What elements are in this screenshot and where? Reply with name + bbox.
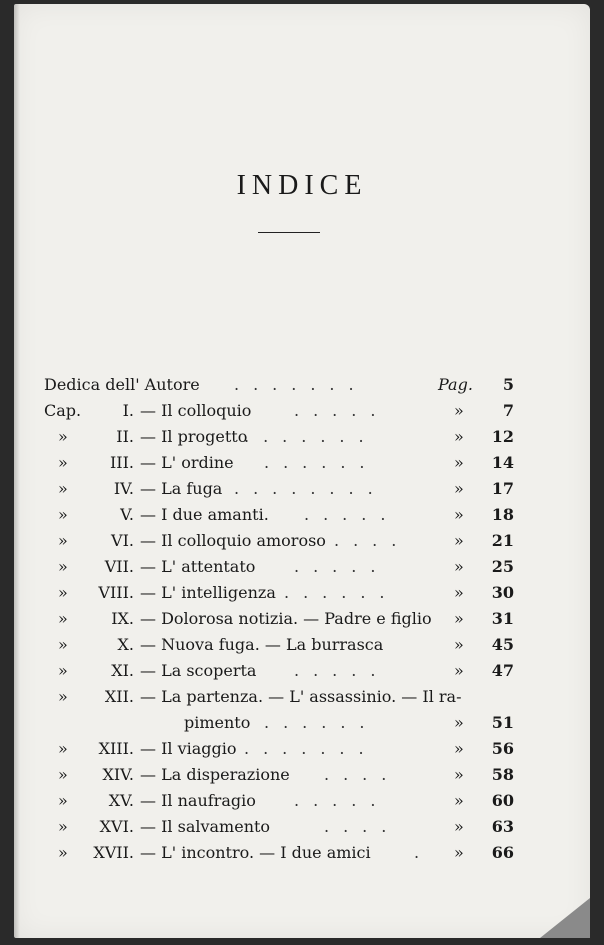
toc-page-number: 25 bbox=[491, 557, 514, 576]
toc-page-number: 5 bbox=[502, 375, 514, 394]
toc-row bbox=[44, 788, 524, 814]
page-title: INDICE bbox=[236, 170, 368, 201]
ditto-mark: » bbox=[454, 401, 464, 420]
leader-dots: ...... bbox=[264, 453, 379, 472]
ditto-mark: » bbox=[454, 479, 464, 498]
toc-prefix: » bbox=[58, 427, 68, 446]
chapter-number: XIII. bbox=[98, 739, 134, 758]
toc-page-number: 17 bbox=[491, 479, 514, 498]
toc-page-number: 12 bbox=[491, 427, 514, 446]
toc-prefix: » bbox=[58, 505, 68, 524]
toc-prefix: » bbox=[58, 583, 68, 602]
toc-prefix: » bbox=[58, 531, 68, 550]
leader-dots: . bbox=[414, 843, 434, 862]
leader-dots: ....... bbox=[234, 375, 368, 394]
book-page bbox=[14, 4, 590, 938]
leader-dots: .... bbox=[324, 817, 401, 836]
toc-title: — La fuga bbox=[140, 479, 223, 498]
page-binding-shadow bbox=[14, 4, 20, 938]
ditto-mark: » bbox=[454, 791, 464, 810]
toc-page-number: 51 bbox=[491, 713, 514, 732]
leader-dots: ..... bbox=[294, 401, 390, 420]
toc-row bbox=[44, 658, 524, 684]
toc-prefix: Cap. bbox=[44, 401, 82, 420]
toc-title: — La scoperta bbox=[140, 661, 257, 680]
toc-row bbox=[44, 736, 524, 762]
toc-page-number: 18 bbox=[491, 505, 514, 524]
toc-row bbox=[44, 814, 524, 840]
leader-dots: ..... bbox=[294, 791, 390, 810]
chapter-number: II. bbox=[116, 427, 134, 446]
ditto-mark: » bbox=[454, 531, 464, 550]
toc-prefix: » bbox=[58, 635, 68, 654]
toc-title: — La partenza. — L' assassinio. — Il ra- bbox=[140, 687, 462, 706]
toc-page-number: 47 bbox=[491, 661, 514, 680]
ditto-mark: » bbox=[454, 661, 464, 680]
toc-prefix: » bbox=[58, 739, 68, 758]
toc-page-number: 56 bbox=[491, 739, 514, 758]
toc-title: — Il colloquio amoroso bbox=[140, 531, 326, 550]
toc-row bbox=[44, 684, 524, 710]
toc-prefix: » bbox=[58, 843, 68, 862]
toc-title: — Il salvamento bbox=[140, 817, 271, 836]
chapter-number: XII. bbox=[104, 687, 134, 706]
toc-title: — Dolorosa notizia. — Padre e figlio bbox=[140, 609, 432, 628]
leader-dots: ...... bbox=[284, 583, 399, 602]
chapter-number: IV. bbox=[113, 479, 134, 498]
ditto-mark: » bbox=[454, 817, 464, 836]
toc-page-number: 45 bbox=[491, 635, 514, 654]
toc-title: — L' intelligenza bbox=[140, 583, 276, 602]
toc-prefix: » bbox=[58, 479, 68, 498]
ditto-mark: » bbox=[454, 713, 464, 732]
chapter-number: XVII. bbox=[93, 843, 134, 862]
toc-title: — L' incontro. — I due amici bbox=[140, 843, 371, 862]
toc-row bbox=[44, 528, 524, 554]
chapter-number: VI. bbox=[111, 531, 134, 550]
toc-title: — Il viaggio bbox=[140, 739, 237, 758]
leader-dots: ...... bbox=[264, 713, 379, 732]
leader-dots: ........ bbox=[234, 479, 387, 498]
leader-dots: .... bbox=[324, 765, 401, 784]
toc-row bbox=[44, 632, 524, 658]
leader-dots: ....... bbox=[244, 739, 378, 758]
toc-prefix: » bbox=[58, 765, 68, 784]
chapter-number: XV. bbox=[108, 791, 134, 810]
chapter-number: VII. bbox=[104, 557, 134, 576]
leader-dots: ..... bbox=[294, 661, 390, 680]
toc-title: — L' ordine bbox=[140, 453, 234, 472]
toc-row bbox=[44, 606, 524, 632]
table-of-contents bbox=[44, 372, 524, 866]
toc-page-number: 60 bbox=[491, 791, 514, 810]
toc-row-dedica bbox=[44, 372, 524, 398]
toc-title: — Nuova fuga. — La burrasca bbox=[140, 635, 384, 654]
toc-page-number: 7 bbox=[502, 401, 514, 420]
ditto-mark: » bbox=[454, 635, 464, 654]
ditto-mark: » bbox=[454, 765, 464, 784]
toc-row bbox=[44, 476, 524, 502]
title-rule bbox=[258, 232, 320, 233]
toc-prefix: » bbox=[58, 687, 68, 706]
toc-prefix: » bbox=[58, 817, 68, 836]
toc-page-number: 30 bbox=[491, 583, 514, 602]
ditto-mark: » bbox=[454, 739, 464, 758]
toc-title: — Il naufragio bbox=[140, 791, 256, 810]
ditto-mark: » bbox=[454, 557, 464, 576]
toc-title: — I due amanti. bbox=[140, 505, 269, 524]
toc-title: — Il progetto bbox=[140, 427, 248, 446]
toc-row bbox=[44, 502, 524, 528]
chapter-number: IX. bbox=[111, 609, 134, 628]
leader-dots: ..... bbox=[304, 505, 400, 524]
ditto-mark: » bbox=[454, 427, 464, 446]
page-corner-fold bbox=[540, 898, 590, 938]
toc-prefix: » bbox=[58, 661, 68, 680]
toc-title: — La disperazione bbox=[140, 765, 290, 784]
ditto-mark: » bbox=[454, 843, 464, 862]
ditto-mark: » bbox=[454, 453, 464, 472]
toc-row bbox=[44, 450, 524, 476]
toc-page-number: 66 bbox=[491, 843, 514, 862]
toc-prefix: » bbox=[58, 609, 68, 628]
chapter-number: XIV. bbox=[102, 765, 134, 784]
toc-prefix: » bbox=[58, 791, 68, 810]
toc-page-number: 14 bbox=[491, 453, 514, 472]
toc-title: Dedica dell' Autore bbox=[44, 375, 200, 394]
leader-dots: .... bbox=[334, 531, 411, 550]
toc-prefix: » bbox=[58, 557, 68, 576]
toc-title-continuation: pimento bbox=[184, 713, 251, 732]
ditto-mark: » bbox=[454, 505, 464, 524]
toc-row bbox=[44, 398, 524, 424]
toc-row bbox=[44, 424, 524, 450]
chapter-number: X. bbox=[117, 635, 134, 654]
chapter-number: V. bbox=[120, 505, 134, 524]
toc-row bbox=[44, 762, 524, 788]
pag-label: Pag. bbox=[438, 375, 473, 394]
toc-prefix: » bbox=[58, 453, 68, 472]
toc-row bbox=[44, 554, 524, 580]
chapter-number: I. bbox=[122, 401, 134, 420]
leader-dots: ..... bbox=[294, 557, 390, 576]
toc-row bbox=[44, 580, 524, 606]
chapter-number: VIII. bbox=[98, 583, 134, 602]
toc-row-continuation bbox=[44, 710, 524, 736]
ditto-mark: » bbox=[454, 583, 464, 602]
toc-page-number: 21 bbox=[491, 531, 514, 550]
chapter-number: III. bbox=[109, 453, 134, 472]
toc-page-number: 63 bbox=[491, 817, 514, 836]
toc-title: — Il colloquio bbox=[140, 401, 252, 420]
chapter-number: XVI. bbox=[99, 817, 134, 836]
toc-page-number: 58 bbox=[491, 765, 514, 784]
toc-title: — L' attentato bbox=[140, 557, 256, 576]
leader-dots: ....... bbox=[244, 427, 378, 446]
toc-page-number: 31 bbox=[491, 609, 514, 628]
chapter-number: XI. bbox=[111, 661, 134, 680]
ditto-mark: » bbox=[454, 609, 464, 628]
toc-row bbox=[44, 840, 524, 866]
